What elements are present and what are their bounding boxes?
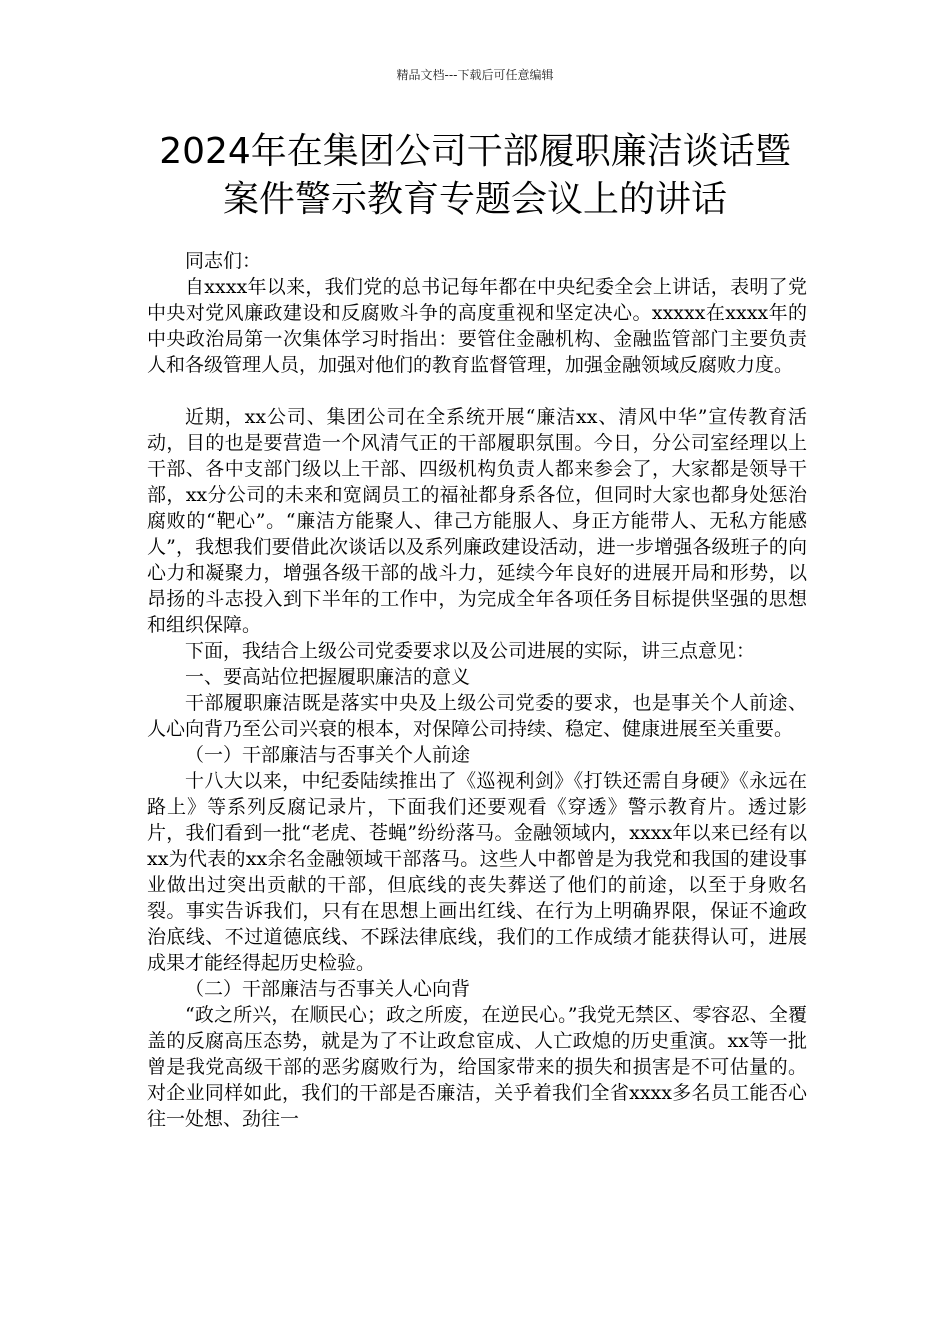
document-title: [100, 128, 850, 224]
subsection-heading: （一）干部廉洁与否事关个人前途: [185, 744, 471, 766]
paragraph: 近期，xx公司、集团公司在全系统开展“廉洁xx、清风中华”宣传教育活动，目的也是要营造一个风清气正的干部履职氛围。今日，分公司室经理以上干部、各中支部门级以上干部、四级机构负责人都来参会了，大家都是领导干部，xx分公司的未来和宽阔员工的福祉都身系各位，但同时大家也都身处惩治腐败的“靶心”。“廉洁方能聚人、律己方能服人、身正方能带人、无私方能感人”，我想我们要借此次谈话以及系列廉政建设活动，进一步增强各级班子的向心力和凝聚力，增强各级干部的战斗力，延续今年良好的进展开局和形势，以昂扬的斗志投入到下半年的工作中，为完成全年各项任务目标提供坚强的思想和组织保障。: [147, 406, 807, 636]
title-line-1: 2024年在集团公司干部履职廉洁谈话暨: [159, 131, 791, 172]
header-note: 精品文档---下载后可任意编辑: [396, 68, 554, 82]
document-body: [147, 248, 807, 1132]
paragraph: “政之所兴，在顺民心；政之所废，在逆民心。”我党无禁区、零容忍、全覆盖的反腐高压态势，就是为了不让政怠宦成、人亡政熄的历史重演。xx等一批曾是我党高级干部的恶劣腐败行为，给国家带来的损失和损害是不可估量的。对企业同样如此，我们的干部是否廉洁，关乎着我们全省xxxx多名员工能否心往一处想、劲往一: [147, 1004, 807, 1130]
section-heading: 一、要高站位把握履职廉洁的意义: [185, 666, 471, 688]
paragraph: 十八大以来，中纪委陆续推出了《巡视利剑》《打铁还需自身硬》《永远在路上》等系列反腐记录片，下面我们还要观看《穿透》警示教育片。透过影片，我们看到一批“老虎、苍蝇”纷纷落马。金融领域内，xxxx年以来已经有以xx为代表的xx余名金融领域干部落马。这些人中都曾是为我党和我国的建设事业做出过突出贡献的干部，但底线的丧失葬送了他们的前途，以至于身败名裂。事实告诉我们，只有在思想上画出红线、在行为上明确界限，保证不逾政治底线、不过道德底线、不踩法律底线，我们的工作成绩才能获得认可，进展成果才能经得起历史检验。: [147, 770, 807, 974]
paragraph: 下面，我结合上级公司党委要求以及公司进展的实际，讲三点意见：: [185, 640, 756, 662]
paragraph: 自xxxx年以来，我们党的总书记每年都在中央纪委全会上讲话，表明了党中央对党风廉政建设和反腐败斗争的高度重视和坚定决心。xxxxx在xxxx年的中央政治局第一次集体学习时指出：要管住金融机构、金融监管部门主要负责人和各级管理人员，加强对他们的教育监督管理，加强金融领域反腐败力度。: [147, 276, 807, 376]
subsection-heading: （二）干部廉洁与否事关人心向背: [185, 978, 471, 1000]
salutation: 同志们：: [185, 250, 262, 272]
title-line-2: 案件警示教育专题会议上的讲话: [222, 179, 727, 220]
paragraph: 干部履职廉洁既是落实中央及上级公司党委的要求，也是事关个人前途、人心向背乃至公司兴衰的根本，对保障公司持续、稳定、健康进展至关重要。: [147, 692, 807, 740]
